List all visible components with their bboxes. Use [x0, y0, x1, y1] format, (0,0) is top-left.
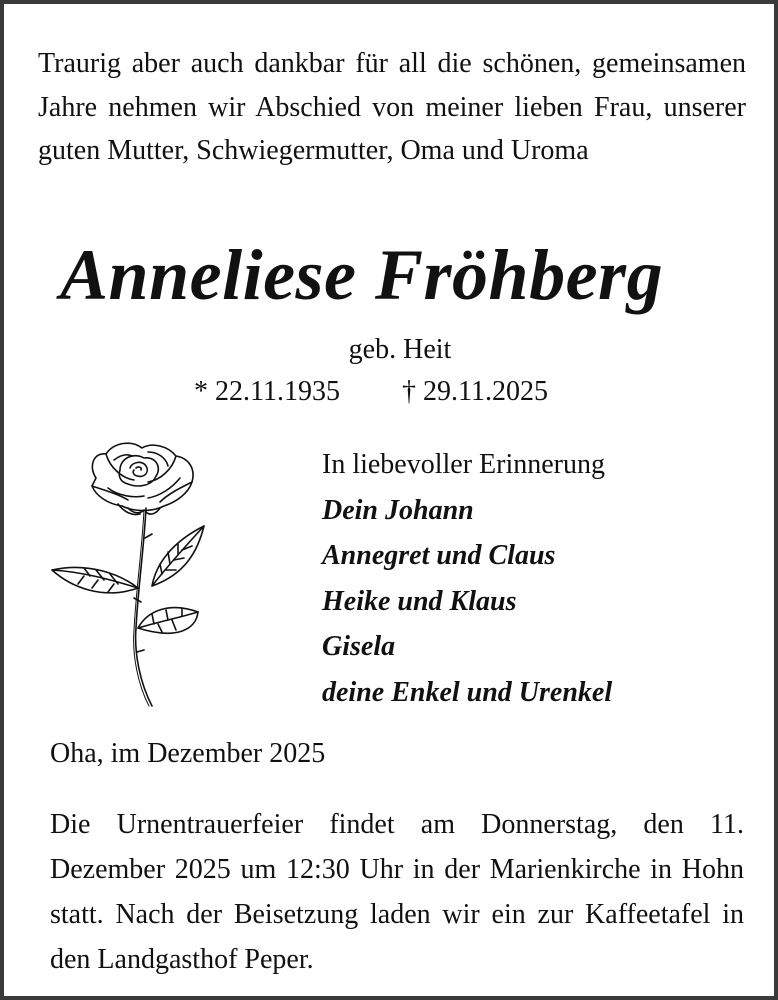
intro-text: Traurig aber auch dankbar für all die schönen, gemeinsamen Jahre nehmen wir Abschied von meiner lieben Frau, unserer guten Mutter, Schwiegermutter, Oma und Uroma	[38, 48, 746, 166]
mourner-name: Heike und Klaus	[322, 585, 517, 617]
place-date: Oha, im Dezember 2025	[50, 738, 326, 769]
mourner-name: Gisela	[322, 631, 396, 662]
mourner-name: Dein Johann	[322, 494, 474, 526]
maiden-name: geb. Heit	[348, 334, 452, 365]
mourner-name: deine Enkel und Urenkel	[322, 676, 613, 708]
mourner-name: Annegret und Claus	[322, 540, 556, 571]
birth-date: * 22.11.1935	[194, 376, 340, 407]
deceased-name: Anneliese Fröhberg	[60, 235, 664, 315]
service-info: Die Urnentrauerfeier findet am Donnerstag, den 11. Dezember 2025 um 12:30 Uhr in der Marienkirche in Hohn statt. Nach der Beisetzung laden wir ein zur Kaffeetafel in den Landgasthof Peper.	[50, 809, 744, 975]
death-date: † 29.11.2025	[402, 376, 548, 407]
mourners-block	[322, 442, 762, 715]
rose-icon	[48, 438, 212, 710]
mourners-heading: In liebevoller Erinnerung	[322, 449, 606, 480]
